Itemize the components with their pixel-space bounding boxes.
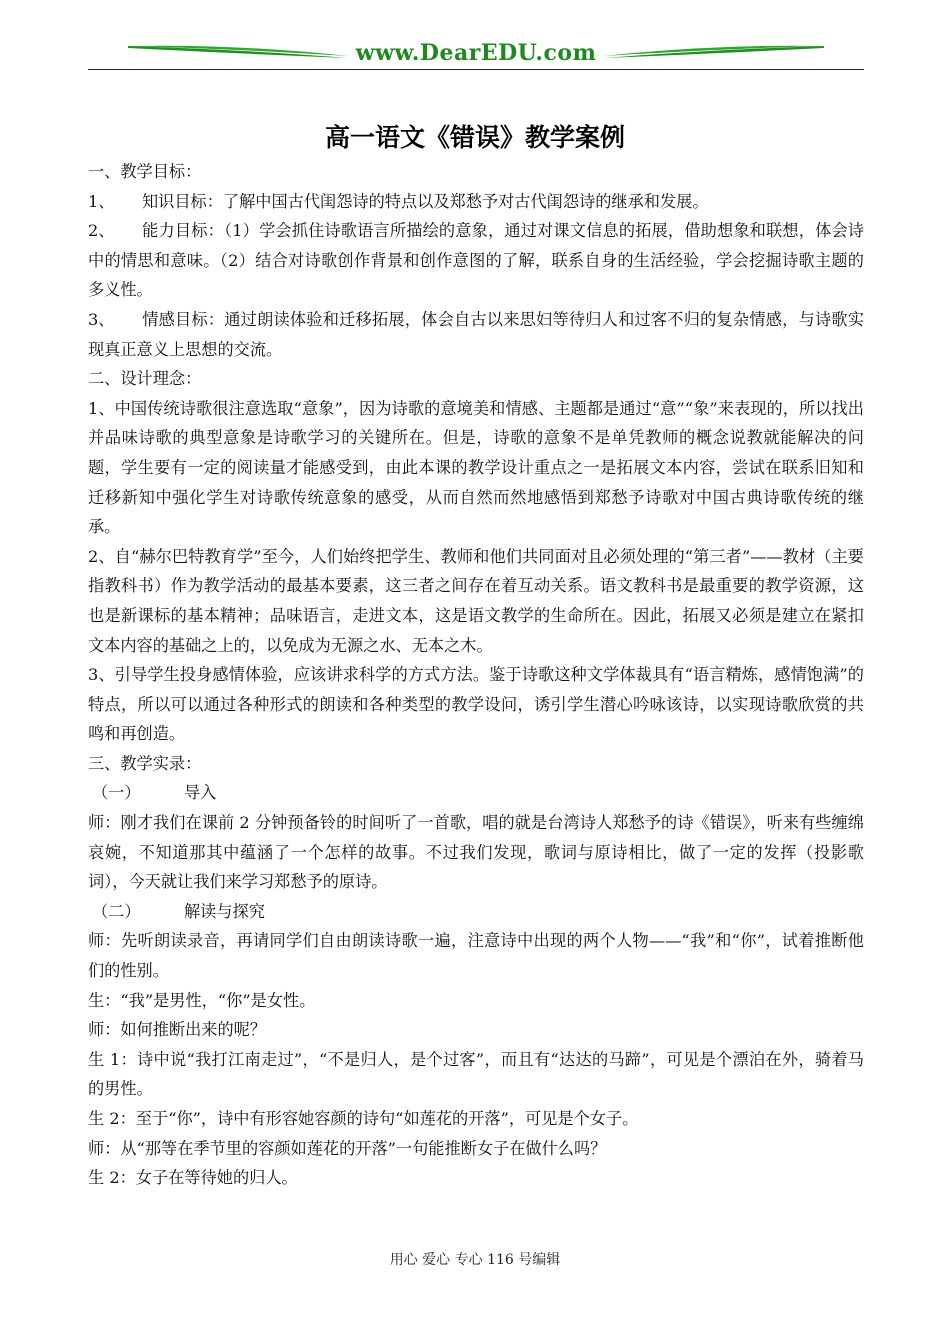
goal-item: 2、 能力目标：（1）学会抓住诗歌语言所描绘的意象，通过对课文信息的拓展，借助想象和联想，体会诗中的情思和意味。（2）结合对诗歌创作背景和创作意图的了解，联系自身的生活经验，学会挖掘诗歌主题的多义性。 [88,221,864,300]
document-title: 高一语文《错误》教学案例 [324,123,625,152]
goal-item: 3、 情感目标：通过朗读体验和迁移拓展，体会自古以来思妇等待归人和过客不归的复杂情感，与诗歌实现真正意义上思想的交流。 [88,309,864,359]
subsection-heading: （一） 导入 [92,783,217,803]
dialogue-line: 生 2：女子在等待她的归人。 [88,1168,298,1188]
page-header [88,36,864,70]
dialogue-line: 师：如何推断出来的呢？ [88,1020,267,1040]
goal-item: 1、 知识目标：了解中国古代闺怨诗的特点以及郑愁予对古代闺怨诗的继承和发展。 [88,191,709,211]
document-body [88,157,864,1193]
site-brand-logo: www.DearEDU.com [355,40,597,66]
concept-paragraph: 2、自“赫尔巴特教育学”至今，人们始终把学生、教师和他们共同面对且必须处理的“第三者”——教材（主要指教科书）作为教学活动的最基本要素，这三者之间存在着互动关系。语文教科书是最重要的教学资源，这也是新课标的基本精神；品味语言，走进文本，这是语文教学的生命所在。因此，拓展又必须是建立在紧扣文本内容的基础之上的，以免成为无源之水、无本之木。 [88,546,864,655]
header-divider [88,69,864,70]
concept-paragraph: 1、中国传统诗歌很注意选取“意象”，因为诗歌的意境美和情感、主题都是通过“意”“象”来表现的，所以找出并品味诗歌的典型意象是诗歌学习的关键所在。但是，诗歌的意象不是单凭教师的概念说教就能解决的问题，学生要有一定的阅读量才能感受到，由此本课的教学设计重点之一是拓展文本内容，尝试在联系旧知和迁移新知中强化学生对诗歌传统意象的感受，从而自然而然地感悟到郑愁予诗歌对中国古典诗歌传统的继承。 [88,398,864,537]
dialogue-line: 生 1：诗中说“我打江南走过”，“不是归人，是个过客”，而且有“达达的马蹄”，可见是个漂泊在外，骑着马的男性。 [88,1049,864,1099]
page-footer: 用心 爱心 专心 116 号编辑 [389,1252,561,1268]
concept-paragraph: 3、引导学生投身感情体验，应该讲求科学的方式方法。鉴于诗歌这种文学体裁具有“语言精炼，感情饱满”的特点，所以可以通过各种形式的朗读和各种类型的教学设问，诱引学生潜心吟咏该诗，以实现诗歌欣赏的共鸣和再创造。 [88,665,864,744]
section-heading: 二、设计理念： [88,369,202,389]
dialogue-line: 师：从“那等在季节里的容颜如莲花的开落”一句能推断女子在做什么吗？ [88,1138,607,1158]
dialogue-paragraph: 师：刚才我们在课前 2 分钟预备铃的时间听了一首歌，唱的就是台湾诗人郑愁予的诗《错误》，听来有些缠绵哀婉，不知道那其中蕴涵了一个怎样的故事。不过我们发现，歌词与原诗相比，做了一定的发挥（投影歌词），今天就让我们来学习郑愁予的原诗。 [88,813,864,892]
dialogue-line: 师：先听朗读录音，再请同学们自由朗读诗歌一遍，注意诗中出现的两个人物——“我”和“你”，试着推断他们的性别。 [88,931,864,981]
section-heading: 三、教学实录： [88,753,202,773]
subsection-heading: （二） 解读与探究 [92,901,265,921]
section-heading: 一、教学目标： [88,162,202,181]
dialogue-line: 生：“我”是男性，“你”是女性。 [88,990,316,1010]
dialogue-line: 生 2：至于“你”，诗中有形容她容颜的诗句“如莲花的开落”，可见是个女子。 [88,1109,639,1128]
